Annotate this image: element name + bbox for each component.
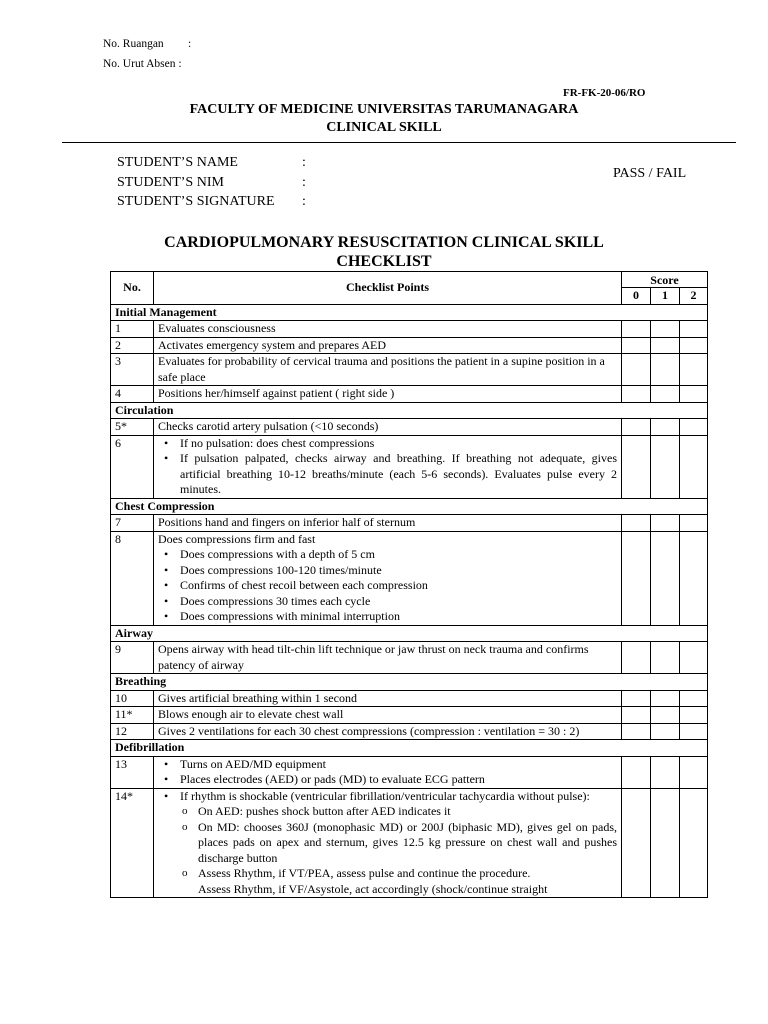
- clinical-skill-subtitle: CLINICAL SKILL: [326, 120, 442, 135]
- checklist-row: [111, 690, 708, 707]
- bullet-list: [158, 757, 617, 788]
- student-name-colon: :: [302, 155, 306, 170]
- score-cell-1[interactable]: [651, 642, 680, 674]
- score-cell-0[interactable]: [622, 690, 651, 707]
- bullet-item: [180, 789, 617, 898]
- score-cell-1[interactable]: [651, 756, 680, 788]
- score-cell-2[interactable]: [680, 386, 708, 403]
- score-cell-0[interactable]: [622, 723, 651, 740]
- item-text: [154, 788, 622, 898]
- checklist-row: [111, 386, 708, 403]
- score-cell-2[interactable]: [680, 788, 708, 898]
- pass-fail: PASS / FAIL: [613, 166, 687, 181]
- bullet-item: • Does compressions with a depth of 5 cm: [180, 547, 617, 563]
- score-cell-0[interactable]: [622, 756, 651, 788]
- score-cell-0[interactable]: [622, 321, 651, 338]
- item-text: [154, 435, 622, 498]
- score-cell-2[interactable]: [680, 723, 708, 740]
- room-label: No. Ruangan: [103, 38, 164, 50]
- score-cell-1[interactable]: [651, 419, 680, 436]
- bullet-item: • Does compressions 30 times each cycle: [180, 594, 617, 610]
- checklist-title-line1: CARDIOPULMONARY RESUSCITATION CLINICAL SKILL: [164, 234, 604, 251]
- score-cell-0[interactable]: [622, 435, 651, 498]
- item-no: 5*: [111, 419, 154, 436]
- bullet-item: • Does compressions with minimal interruption: [180, 609, 617, 625]
- checklist-row: [111, 756, 708, 788]
- checklist-title-line2: CHECKLIST: [336, 253, 432, 270]
- score-cell-0[interactable]: [622, 354, 651, 386]
- score-cell-1[interactable]: [651, 337, 680, 354]
- score-cell-1[interactable]: [651, 707, 680, 724]
- score-cell-2[interactable]: [680, 419, 708, 436]
- score-cell-1[interactable]: [651, 435, 680, 498]
- sub-bullet-item: o On AED: pushes shock button after AED indicates it: [198, 804, 617, 820]
- item-no: 12: [111, 723, 154, 740]
- item-no: 7: [111, 515, 154, 532]
- section-airway: Airway: [111, 625, 708, 642]
- item-text: Evaluates for probability of cervical trauma and positions the patient in a supine position in a safe place: [154, 354, 622, 386]
- score-cell-2[interactable]: [680, 707, 708, 724]
- score-cell-0[interactable]: [622, 419, 651, 436]
- score-cell-0[interactable]: [622, 642, 651, 674]
- item-text: Opens airway with head tilt-chin lift technique or jaw thrust on neck trauma and confirms patency of airway: [154, 642, 622, 674]
- attendance-label: No. Urut Absen :: [103, 58, 182, 70]
- score-cell-2[interactable]: [680, 354, 708, 386]
- item-text: Checks carotid artery pulsation (<10 seconds): [154, 419, 622, 436]
- score-cell-1[interactable]: [651, 690, 680, 707]
- item-no: 11*: [111, 707, 154, 724]
- section-chest-compression: Chest Compression: [111, 498, 708, 515]
- checklist-row: [111, 419, 708, 436]
- student-nim-colon: :: [302, 175, 306, 190]
- score-cell-0[interactable]: [622, 707, 651, 724]
- checklist-row: [111, 707, 708, 724]
- item-text: Blows enough air to elevate chest wall: [154, 707, 622, 724]
- bullet-text: If rhythm is shockable (ventricular fibrillation/ventricular tachycardia without pulse):: [180, 788, 590, 803]
- item-no: 6: [111, 435, 154, 498]
- item-text: Activates emergency system and prepares AED: [154, 337, 622, 354]
- score-cell-1[interactable]: [651, 354, 680, 386]
- bullet-list: [158, 789, 617, 898]
- item-text: [154, 756, 622, 788]
- score-cell-2[interactable]: [680, 515, 708, 532]
- score-0-header: 0: [622, 288, 651, 305]
- item-no: 8: [111, 531, 154, 625]
- header-divider: [62, 142, 736, 143]
- score-cell-1[interactable]: [651, 515, 680, 532]
- score-cell-2[interactable]: [680, 321, 708, 338]
- item-no: 9: [111, 642, 154, 674]
- col-no-header: No.: [111, 272, 154, 305]
- col-points-header: Checklist Points: [154, 272, 622, 305]
- item-no: 10: [111, 690, 154, 707]
- student-nim-label: STUDENT’S NIM: [117, 175, 224, 190]
- bullet-item: • If pulsation palpated, checks airway and breathing. If breathing not adequate, gives artificial breathing 10-12 breaths/minute (each 5-6 seconds). Evaluates pulse every 2 minutes.: [180, 451, 617, 498]
- checklist-table: [110, 271, 708, 898]
- bullet-item: • Turns on AED/MD equipment: [180, 757, 617, 773]
- score-2-header: 2: [680, 288, 708, 305]
- score-cell-0[interactable]: [622, 515, 651, 532]
- score-cell-0[interactable]: [622, 386, 651, 403]
- score-cell-1[interactable]: [651, 531, 680, 625]
- bullet-item: • Does compressions 100-120 times/minute: [180, 563, 617, 579]
- score-cell-0[interactable]: [622, 531, 651, 625]
- score-1-header: 1: [651, 288, 680, 305]
- checklist-row: [111, 531, 708, 625]
- item-no: 2: [111, 337, 154, 354]
- sub-bullet-list: [176, 804, 617, 897]
- bullet-list: [158, 547, 617, 625]
- item-text: Positions hand and fingers on inferior half of sternum: [154, 515, 622, 532]
- section-initial-management: Initial Management: [111, 304, 708, 321]
- checklist-row: [111, 354, 708, 386]
- score-cell-0[interactable]: [622, 788, 651, 898]
- item-no: 1: [111, 321, 154, 338]
- institution-title: FACULTY OF MEDICINE UNIVERSITAS TARUMANAGARA: [189, 102, 579, 117]
- item-text: Gives artificial breathing within 1 second: [154, 690, 622, 707]
- score-cell-2[interactable]: [680, 642, 708, 674]
- section-circulation: Circulation: [111, 402, 708, 419]
- item-text: Positions her/himself against patient ( right side ): [154, 386, 622, 403]
- checklist-row: [111, 321, 708, 338]
- student-signature-label: STUDENT’S SIGNATURE: [117, 194, 275, 209]
- student-name-label: STUDENT’S NAME: [117, 155, 238, 170]
- checklist-row: [111, 515, 708, 532]
- item-no: 14*: [111, 788, 154, 898]
- score-cell-2[interactable]: [680, 337, 708, 354]
- checklist-row: [111, 723, 708, 740]
- item-text: [154, 531, 622, 625]
- item-text: Evaluates consciousness: [154, 321, 622, 338]
- col-score-header: Score: [622, 272, 708, 288]
- bullet-item: • Confirms of chest recoil between each compression: [180, 578, 617, 594]
- form-code: FR-FK-20-06/RO: [563, 87, 646, 99]
- score-cell-1[interactable]: [651, 321, 680, 338]
- score-cell-2[interactable]: [680, 435, 708, 498]
- room-colon: :: [188, 38, 192, 50]
- item-text: Gives 2 ventilations for each 30 chest compressions (compression : ventilation = 30 : 2): [154, 723, 622, 740]
- sub-bullet-item: o On MD: chooses 360J (monophasic MD) or 200J (biphasic MD), gives gel on pads, places pads on apex and sternum, gives 12.5 kg pressure on chest wall and pushes discharge button: [198, 820, 617, 867]
- score-cell-1[interactable]: [651, 386, 680, 403]
- score-cell-2[interactable]: [680, 690, 708, 707]
- item-no: 13: [111, 756, 154, 788]
- score-cell-1[interactable]: [651, 788, 680, 898]
- checklist-row: [111, 642, 708, 674]
- checklist-row: [111, 435, 708, 498]
- item-lead-text: Does compressions firm and fast: [158, 531, 316, 546]
- sub-bullet-item: o Assess Rhythm, if VF/Asystole, act accordingly (shock/continue straight: [198, 882, 617, 898]
- section-breathing: Breathing: [111, 674, 708, 691]
- item-no: 4: [111, 386, 154, 403]
- checklist-row: [111, 788, 708, 898]
- bullet-item: • If no pulsation: does chest compressions: [180, 436, 617, 452]
- bullet-list: [158, 436, 617, 498]
- section-defibrillation: Defibrillation: [111, 740, 708, 757]
- sub-bullet-item: o Assess Rhythm, if VT/PEA, assess pulse and continue the procedure.: [198, 866, 617, 882]
- score-cell-0[interactable]: [622, 337, 651, 354]
- score-cell-2[interactable]: [680, 756, 708, 788]
- bullet-item: • Places electrodes (AED) or pads (MD) to evaluate ECG pattern: [180, 772, 617, 788]
- checklist-row: [111, 337, 708, 354]
- score-cell-2[interactable]: [680, 531, 708, 625]
- score-cell-1[interactable]: [651, 723, 680, 740]
- item-no: 3: [111, 354, 154, 386]
- student-signature-colon: :: [302, 194, 306, 209]
